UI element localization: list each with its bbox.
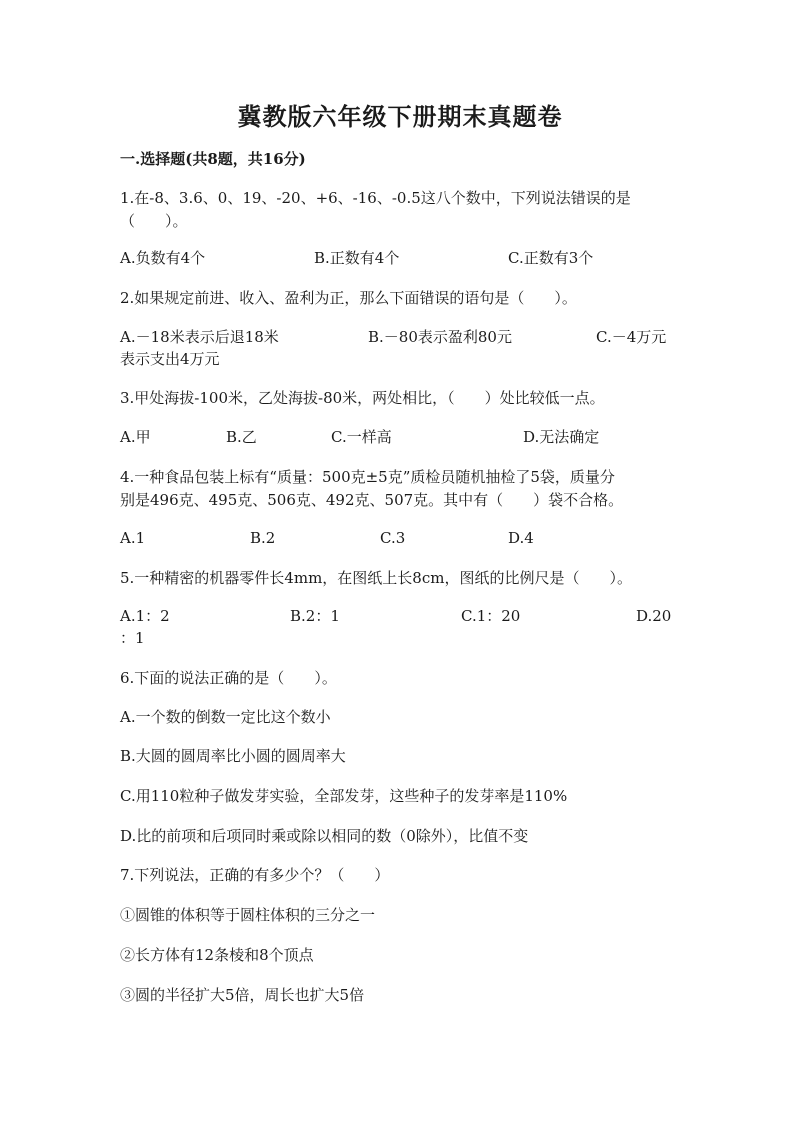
q3-option-a: A.甲 [120, 428, 151, 446]
q3-option-b: B.乙 [226, 428, 257, 446]
q6-option-d: D.比的前项和后项同时乘或除以相同的数（0除外），比值不变 [120, 827, 529, 845]
q1-stem-line1: 1.在-8、3.6、0、19、-20、+6、-16、-0.5这八个数中，下列说法错误的是 [120, 189, 631, 207]
q7-stem: 7.下列说法，正确的有多少个？（ ） [120, 866, 390, 884]
q5-option-d: D.20 [636, 607, 672, 625]
q4-option-b: B.2 [250, 529, 276, 547]
q1-stem-line2: （ ）。 [120, 212, 188, 230]
q2-option-b: B.－80表示盈利80元 [368, 328, 512, 346]
q5-stem: 5.一种精密的机器零件长4mm，在图纸上长8cm，图纸的比例尺是（ ）。 [120, 569, 632, 587]
q4-stem-line2: 别是496克、495克、506克、492克、507克。其中有（ ）袋不合格。 [120, 491, 624, 509]
q3-stem: 3.甲处海拔-100米，乙处海拔-80米，两处相比，（ ）处比较低一点。 [120, 389, 605, 407]
q6-option-c: C.用110粒种子做发芽实验，全部发芽，这些种子的发芽率是110% [120, 787, 568, 805]
q4-option-d: D.4 [508, 529, 534, 547]
q1-option-a: A.负数有4个 [120, 249, 206, 267]
q4-stem-line1: 4.一种食品包装上标有“质量：500克±5克”质检员随机抽检了5袋，质量分 [120, 468, 615, 486]
q6-option-a: A.一个数的倒数一定比这个数小 [120, 708, 331, 726]
q1-option-b: B.正数有4个 [314, 249, 400, 267]
q2-option-a: A.－18米表示后退18米 [120, 328, 279, 346]
q4-option-a: A.1 [120, 529, 146, 547]
q6-stem: 6.下面的说法正确的是（ ）。 [120, 669, 337, 687]
q3-option-c: C.一样高 [331, 428, 392, 446]
q7-statement-2: ②长方体有12条棱和8个顶点 [120, 946, 314, 964]
q2-option-c-wrap: 表示支出4万元 [120, 350, 220, 368]
q5-option-a: A.1：2 [120, 607, 170, 625]
q3-option-d: D.无法确定 [523, 428, 600, 446]
q5-option-d-wrap: ：1 [120, 629, 145, 647]
q1-option-c: C.正数有3个 [508, 249, 594, 267]
q5-option-c: C.1：20 [461, 607, 521, 625]
q2-option-c: C.－4万元 [596, 328, 667, 346]
section-heading: 一.选择题(共8题，共16分) [120, 150, 306, 168]
q2-stem: 2.如果规定前进、收入、盈利为正，那么下面错误的语句是（ ）。 [120, 289, 577, 307]
q4-option-c: C.3 [380, 529, 406, 547]
q7-statement-3: ③圆的半径扩大5倍，周长也扩大5倍 [120, 986, 365, 1004]
page-title: 冀教版六年级下册期末真题卷 [237, 102, 563, 131]
q7-statement-1: ①圆锥的体积等于圆柱体积的三分之一 [120, 906, 376, 924]
q6-option-b: B.大圆的圆周率比小圆的圆周率大 [120, 747, 346, 765]
q5-option-b: B.2：1 [290, 607, 340, 625]
